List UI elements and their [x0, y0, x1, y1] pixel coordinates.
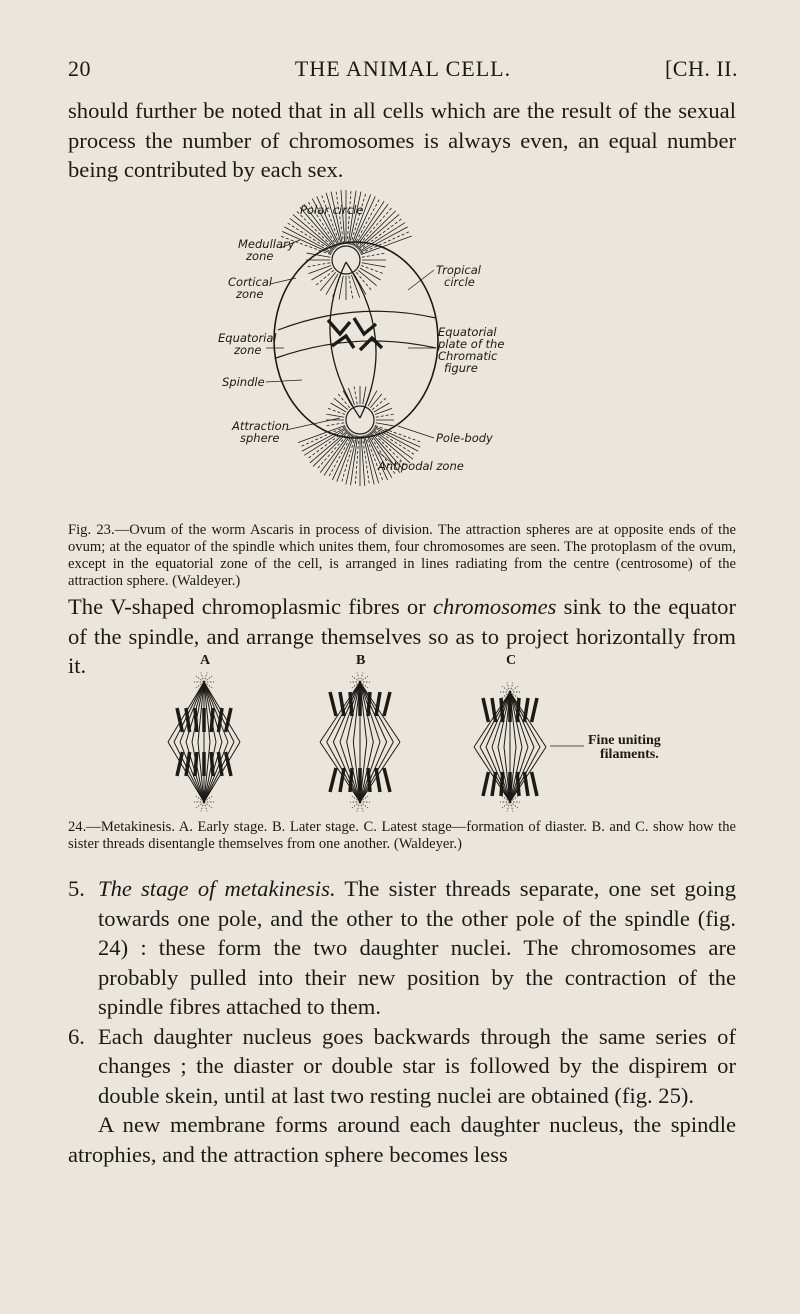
- list-item-5: [68, 874, 736, 1022]
- label-equatorial-plate-4: figure: [444, 361, 478, 375]
- paragraph-chromosomes-part1: The V-shaped chromoplasmic fibres or: [68, 594, 433, 619]
- label-tropical-circle: Tropical: [436, 263, 481, 277]
- chapter-marker: [CH. II.: [664, 56, 738, 81]
- paragraph-intro: should further be noted that in all cells which are the result of the sexual process the number of chromosomes is always even, an equal number being contributed by each sex.: [68, 98, 736, 182]
- label-equatorial-zone: Equatorial: [218, 331, 277, 345]
- list-item-6: [68, 1022, 736, 1111]
- label-medullary-zone-2: zone: [246, 249, 274, 263]
- label-equatorial-plate-2: plate of the: [438, 337, 505, 351]
- numbered-stages: [68, 874, 736, 1169]
- term-chromosomes: chromosomes: [433, 594, 557, 619]
- label-attraction-sphere-2: sphere: [240, 431, 280, 445]
- item-6-number: 6.: [68, 1023, 85, 1049]
- label-stage-c: C: [506, 653, 517, 668]
- label-spindle: Spindle: [222, 375, 265, 389]
- label-medullary-zone: Medullary: [238, 237, 295, 251]
- label-antipodal-zone: Antipodal zone: [378, 459, 464, 473]
- label-stage-a: A: [200, 653, 211, 668]
- label-attraction-sphere: Attraction: [232, 419, 290, 433]
- figure-23-ovum-diagram: [218, 190, 688, 526]
- item-6-text: Each daughter nucleus goes backwards through the same series of changes ; the diaster or double star is followed by the dispirem or double skein, until at last two resting nuclei are obtained (fig. 25).: [98, 1023, 736, 1108]
- final-paragraph: A new membrane forms around each daughter nucleus, the spindle atrophies, and the attraction sphere becomes less: [68, 1112, 736, 1167]
- ovum-drawing: [274, 242, 438, 438]
- figure-24-caption: 24.—Metakinesis. A. Early stage. B. Later stage. C. Latest stage—formation of diaster. B. and C. show how the sister threads disentangle themselves from one another. (Waldeyer.): [68, 819, 736, 852]
- page-number: 20: [68, 56, 91, 81]
- label-equatorial-plate: Equatorial: [438, 325, 497, 339]
- figure-23-caption: Fig. 23.—Ovum of the worm Ascaris in process of division. The attraction spheres are at opposite ends of the ovum; at the equator of the spindle which unites them, four chromosomes are seen. The protoplasm of the ovum, except in the equatorial zone of the cell, is arranged in lines radiating from the centre (centrosome) of the attraction sphere. (Waldeyer.): [68, 522, 736, 589]
- metakinesis-spindles: [168, 672, 546, 811]
- label-cortical-zone-2: zone: [236, 287, 264, 301]
- item-5-text: The sister threads separate, one set going towards one pole, and the other to the other pole of the spindle (fig. 24) : these form the two daughter nuclei. The chromosomes are probably pulled into their new position by the contraction of the spindle fibres attached to them.: [98, 876, 736, 1019]
- running-header: [68, 56, 738, 86]
- figure-24-metakinesis-diagram: [160, 652, 760, 808]
- label-equatorial-zone-2: zone: [234, 343, 262, 357]
- running-title: THE ANIMAL CELL.: [294, 56, 512, 81]
- label-fine-filaments: filaments.: [600, 747, 659, 762]
- label-fine-uniting: Fine uniting: [588, 733, 661, 748]
- label-equatorial-plate-3: Chromatic: [438, 349, 498, 363]
- label-cortical-zone: Cortical: [228, 275, 273, 289]
- label-tropical-circle-2: circle: [444, 275, 475, 289]
- item-5-number: 5.: [68, 876, 85, 901]
- label-stage-b: B: [356, 653, 366, 668]
- paragraph-chromosomes-part2: sink to the equator of the spindle, and arrange themselves so as to project horizontally from it.: [68, 594, 736, 678]
- item-5-heading: The stage of metakinesis.: [98, 876, 336, 901]
- label-pole-body: Pole-body: [436, 431, 493, 445]
- label-polar-circle: Polar circle: [300, 203, 364, 217]
